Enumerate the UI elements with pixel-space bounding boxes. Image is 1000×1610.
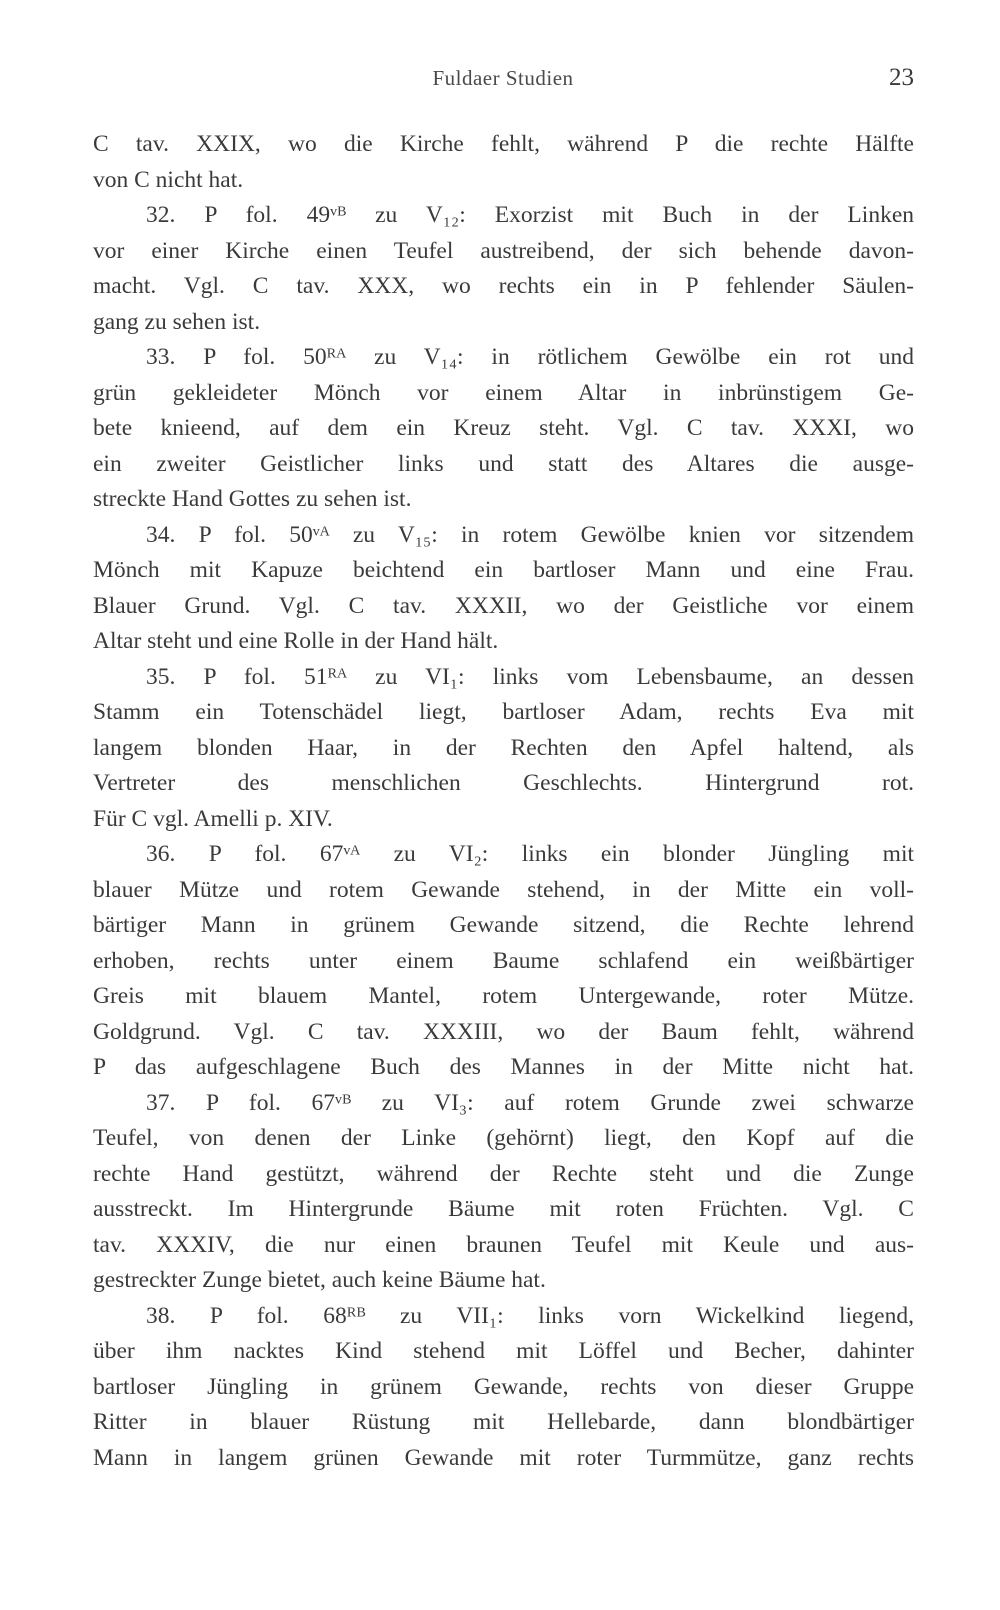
text-line: Altar steht und eine Rolle in der Hand hält. <box>93 628 499 654</box>
running-head <box>92 66 914 100</box>
text-line: grün gekleideter Mönch vor einem Altar in inbrünstigem Ge- <box>93 379 914 406</box>
text-line: streckte Hand Gottes zu sehen ist. <box>93 486 412 512</box>
body-text <box>93 127 914 1476</box>
text-line: Vertreter des menschlichen Geschlechts. Hintergrund rot. <box>93 770 914 796</box>
text-line: Blauer Grund. Vgl. C tav. XXXII, wo der Geistliche vor einem <box>93 592 914 619</box>
text-line: tav. XXXIV, die nur einen braunen Teufel mit Keule und aus- <box>93 1231 914 1258</box>
text-line: Ritter in blauer Rüstung mit Hellebarde, dann blondbärtiger <box>93 1409 914 1435</box>
running-title: Fuldaer Studien <box>432 66 574 90</box>
text-line: gang zu sehen ist. <box>93 308 261 335</box>
text-line: ein zweiter Geistlicher links und statt des Altares die ausge- <box>93 450 914 477</box>
text-line: Mann in langem grünen Gewande mit roter Turmmütze, ganz rechts <box>93 1444 914 1471</box>
text-line: Für C vgl. Amelli p. XIV. <box>93 805 333 832</box>
entry-32-first-line: 32. P fol. 49ᵛᴮ zu V₁₂: Exorzist mit Buch in der Linken <box>146 202 914 228</box>
text-line: erhoben, rechts unter einem Baume schlafend ein weißbärtiger <box>93 947 914 974</box>
text-line: von C nicht hat. <box>93 166 244 193</box>
text-line: Stamm ein Totenschädel liegt, bartloser Adam, rechts Eva mit <box>93 699 914 725</box>
text-line: rechte Hand gestützt, während der Rechte steht und die Zunge <box>93 1160 914 1187</box>
entry-34-first-line: 34. P fol. 50ᵛᴬ zu V₁₅: in rotem Gewölbe knien vor sitzendem <box>146 521 914 548</box>
text-line: langem blonden Haar, in der Rechten den Apfel haltend, als <box>93 734 914 761</box>
text-line: C tav. XXIX, wo die Kirche fehlt, während P die rechte Hälfte <box>93 131 914 157</box>
page-number: 23 <box>889 64 914 91</box>
entry-36-first-line: 36. P fol. 67ᵛᴬ zu VI₂: links ein blonder Jüngling mit <box>146 841 914 867</box>
text-line: Mönch mit Kapuze beichtend ein bartloser Mann und eine Frau. <box>93 557 914 583</box>
text-line: über ihm nacktes Kind stehend mit Löffel und Becher, dahinter <box>93 1338 914 1364</box>
text-line: bärtiger Mann in grünem Gewande sitzend, die Rechte lehrend <box>93 912 914 938</box>
text-line: P das aufgeschlagene Buch des Mannes in der Mitte nicht hat. <box>93 1054 914 1080</box>
entry-38-first-line: 38. P fol. 68ᴿᴮ zu VII₁: links vorn Wickelkind liegend, <box>146 1302 914 1329</box>
entry-35-first-line: 35. P fol. 51ᴿᴬ zu VI₁: links vom Lebensbaume, an dessen <box>146 663 914 690</box>
entry-33-first-line: 33. P fol. 50ᴿᴬ zu V₁₄: in rötlichem Gewölbe ein rot und <box>146 344 914 370</box>
entry-37-first-line: 37. P fol. 67ᵛᴮ zu VI₃: auf rotem Grunde zwei schwarze <box>146 1089 914 1116</box>
text-line: blauer Mütze und rotem Gewande stehend, in der Mitte ein voll- <box>93 876 914 903</box>
text-line: ausstreckt. Im Hintergrunde Bäume mit roten Früchten. Vgl. C <box>93 1196 914 1222</box>
text-line: vor einer Kirche einen Teufel austreibend, der sich behende davon- <box>93 237 914 264</box>
text-line: bete knieend, auf dem ein Kreuz steht. Vgl. C tav. XXXI, wo <box>93 415 914 441</box>
text-line: bartloser Jüngling in grünem Gewande, rechts von dieser Gruppe <box>93 1373 914 1400</box>
text-line: gestreckter Zunge bietet, auch keine Bäume hat. <box>93 1267 546 1293</box>
text-line: Greis mit blauem Mantel, rotem Untergewande, roter Mütze. <box>93 983 914 1009</box>
text-line: macht. Vgl. C tav. XXX, wo rechts ein in P fehlender Säulen- <box>93 273 914 299</box>
text-line: Teufel, von denen der Linke (gehörnt) liegt, den Kopf auf die <box>93 1125 914 1151</box>
text-line: Goldgrund. Vgl. C tav. XXXIII, wo der Baum fehlt, während <box>93 1018 914 1045</box>
